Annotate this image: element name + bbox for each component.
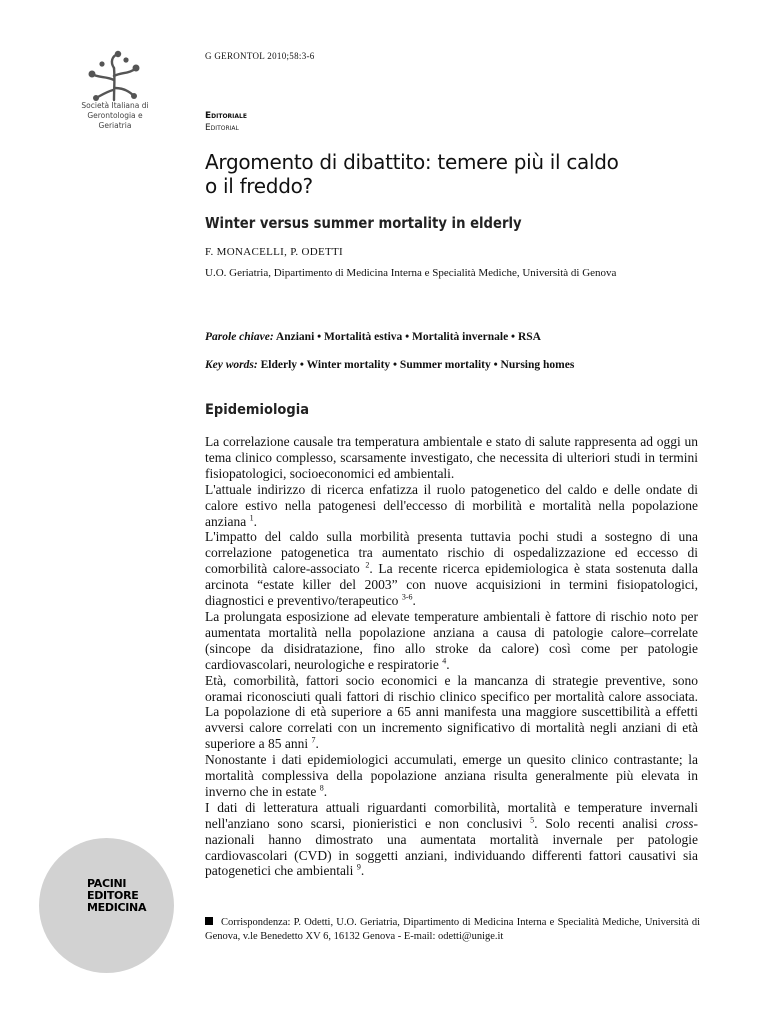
bullet-square-icon [205, 917, 213, 925]
publisher-name [87, 878, 146, 914]
section-label-italian: Editoriale [205, 111, 247, 121]
paragraph: L'attuale indirizzo di ricerca enfatizza il ruolo patogenetico del caldo e delle ondate di calore estivo nella patogenesi dell'eccesso di morbilità e mortalità nella popolazione anziana $^1$. [205, 481, 698, 529]
correspondence-text: Corrispondenza: P. Odetti, U.O. Geriatria, Dipartimento di Medicina Interna e Specialità Mediche, Università di Genova, v.le Benedetto XV 6, 16132 Genova - E-mail: odetti@unige.it [205, 917, 700, 942]
keywords-italian [205, 331, 541, 343]
citation: 2 [365, 560, 370, 570]
society-line: Geriatria [98, 121, 132, 130]
article-authors: F. MONACELLI, P. ODETTI [205, 246, 344, 258]
title-line: o il freddo? [205, 174, 313, 198]
article-subtitle: Winter versus summer mortality in elderly [205, 214, 522, 232]
paragraph: L'impatto del caldo sulla morbilità presenta tuttavia pochi studi a sostegno di una correlazione patogenetica tra aumentato rischio di ospedalizzazione ed eccesso di comorbilità calore-associato $^2$. La recente ricerca epidemiologica è stata sostenuta dalla arcinota “estate killer del 2003” con nuove acquisizioni in termini fisiopatologici, diagnostici e preventivo/terapeutico $^{3-6}$. [205, 529, 698, 609]
citation: 3-6 [401, 592, 413, 602]
citation: 8 [319, 783, 324, 793]
publisher-line: PACINI [87, 877, 127, 890]
society-logo-icon [84, 50, 144, 102]
keywords-terms: Anziani • Mortalità estiva • Mortalità invernale • RSA [275, 331, 541, 343]
citation: 4 [442, 656, 447, 666]
section-heading: Epidemiologia [205, 402, 310, 418]
author-affiliation: U.O. Geriatria, Dipartimento di Medicina Interna e Specialità Mediche, Università di Genova [205, 267, 617, 279]
citation: 9 [356, 862, 361, 872]
body-text [205, 434, 698, 879]
keywords-terms: Elderly • Winter mortality • Summer mortality • Nursing homes [260, 359, 575, 371]
correspondence-note [205, 916, 700, 944]
title-line: Argomento di dibattito: temere più il caldo [205, 150, 619, 174]
citation: 5 [530, 815, 535, 825]
article-title [205, 150, 705, 198]
section-label [205, 110, 247, 134]
paragraph: Nonostante i dati epidemiologici accumulati, emerge un quesito clinico contrastante; la mortalità complessiva della popolazione anziana risulta generalmente più elevata in inverno che in estate $^8$. [205, 752, 698, 799]
society-name [70, 101, 160, 131]
section-label-english: Editorial [205, 123, 239, 133]
paragraph: La correlazione causale tra temperatura ambientale e stato di salute rappresenta ad oggi un tema clinico complesso, scarsamente investigato, che necessita di ulteriori studi in termini fisiopatologici, socioeconomici ed ambientali. [205, 434, 698, 481]
paragraph: I dati di letteratura attuali riguardanti comorbilità, mortalità e temperature invernali nell'anziano sono scarsi, pionieristici e non conclusivi $^5$. Solo recenti analisi cross-nazionali hanno dimostrato una aumentata mortalità invernale per patologie cardiovascolari (CVD) in soggetti anziani, individuando differenti fattori causativi sia patogenetici che ambientali $^9$. [205, 799, 699, 879]
keywords-english [205, 359, 574, 371]
keywords-label: Parole chiave: [205, 331, 274, 343]
journal-reference: G GERONTOL 2010;58:3-6 [205, 51, 315, 61]
publisher-line: EDITORE [87, 889, 139, 902]
paragraph: Età, comorbilità, fattori socio economici e la mancanza di strategie preventive, sono oramai riconosciuti quali fattori di rischio clinico specifico per mortalità calore associata. La popolazione di età superiore a 65 anni manifesta una maggiore suscettibilità a effetti avversi calore correlati con un incremento significativo di mortalità negli anziani di età superiore a 85 anni $^7$. [205, 672, 698, 752]
keywords-label: Key words: [205, 359, 258, 371]
citation: 1 [249, 513, 254, 523]
citation: 7 [311, 735, 316, 745]
paragraph: La prolungata esposizione ad elevate temperature ambientali è fattore di rischio noto per aumentata mortalità nella popolazione anziana a causa di patologie calore–correlate (sincope da disidratazione, fino allo stroke da calore) così come per patologie cardiovascolari, neurologiche e respiratorie $^4$. [205, 608, 698, 672]
publisher-badge [39, 838, 174, 973]
society-line: Gerontologia e [87, 111, 143, 120]
society-line: Società Italiana di [81, 101, 149, 110]
publisher-line: MEDICINA [87, 901, 147, 914]
